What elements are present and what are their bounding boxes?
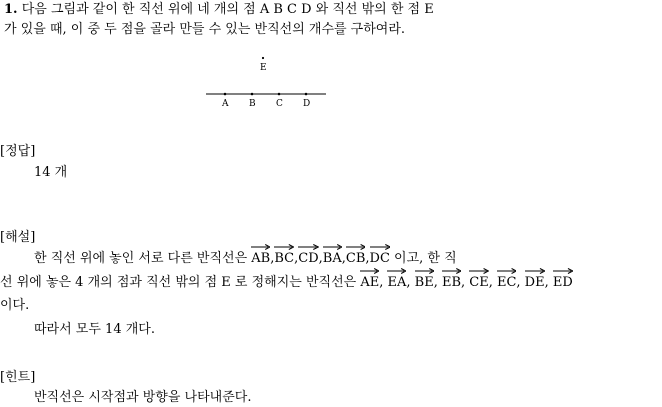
ray-label: EB	[441, 275, 461, 290]
ray-ab	[251, 251, 270, 267]
ray-be	[415, 275, 434, 291]
ray-bc	[274, 251, 294, 267]
ray-arrow-icon	[415, 268, 434, 274]
point-c-label: C	[276, 99, 283, 109]
ray-label: CD	[298, 251, 319, 266]
question-line-2	[4, 22, 405, 38]
ray-label: CB	[345, 251, 366, 266]
ray-label: DC	[369, 251, 390, 266]
ray-dc	[370, 251, 390, 267]
ray-label: CE	[469, 275, 489, 290]
ray-ed	[553, 275, 573, 291]
rays-list-2: AE, EA, BE, EB, CE, EC, DE, ED	[360, 275, 572, 290]
hint-label: [힌트]	[0, 370, 36, 385]
ray-arrow-icon	[469, 268, 488, 274]
explanation-line-3: 이다.	[0, 298, 30, 313]
ray-ea	[387, 275, 406, 291]
ray-arrow-icon	[497, 268, 516, 274]
ray-arrow-icon	[525, 268, 545, 274]
question-text-1: 다음 그림과 같이 한 직선 위에 네 개의 점 A B C D 와 직선 밖의 한 점 E	[21, 2, 434, 17]
ray-arrow-icon	[346, 244, 366, 250]
answer-text: 14 개	[34, 165, 68, 180]
ray-arrow-icon	[323, 244, 342, 250]
ray-cb	[346, 251, 366, 267]
ray-ae	[360, 275, 379, 291]
point-a-dot	[224, 93, 227, 96]
rays-list-1: AB, BC, CD, BA, CB, DC	[251, 251, 390, 266]
ray-eb	[442, 275, 461, 291]
ray-label: BA	[322, 251, 342, 266]
ray-ec	[497, 275, 516, 291]
point-a-label: A	[222, 99, 229, 109]
point-e-label: E	[260, 63, 267, 73]
ray-de	[525, 275, 545, 291]
points-figure	[200, 50, 330, 114]
explanation-text-2: 선 위에 놓은 4 개의 점과 직선 밖의 점 E 로 정해지는 반직선은	[0, 275, 361, 290]
ray-label: EA	[387, 275, 407, 290]
answer-label: [정답]	[0, 144, 36, 159]
figure-drawing	[200, 50, 330, 114]
point-d-dot	[305, 93, 308, 96]
ray-label: BC	[274, 251, 295, 266]
explanation-label: [해설]	[0, 230, 36, 245]
point-b-dot	[251, 93, 254, 96]
ray-arrow-icon	[360, 268, 379, 274]
ray-label: AB	[251, 251, 271, 266]
explanation-text-1-end: 이고, 한 직	[389, 251, 457, 266]
ray-label: DE	[524, 275, 545, 290]
ray-label: ED	[552, 275, 573, 290]
question-line-1	[4, 2, 434, 18]
ray-label: AE	[360, 275, 380, 290]
explanation-line-2	[0, 275, 573, 291]
point-d-label: D	[303, 99, 311, 109]
point-c-dot	[278, 93, 281, 96]
ray-cd	[298, 251, 318, 267]
question-number: 1.	[4, 2, 18, 17]
ray-arrow-icon	[274, 244, 294, 250]
ray-label: EC	[496, 275, 517, 290]
ray-label: BE	[414, 275, 434, 290]
ray-arrow-icon	[553, 268, 573, 274]
ray-arrow-icon	[251, 244, 270, 250]
ray-ba	[323, 251, 342, 267]
explanation-text-1: 한 직선 위에 놓인 서로 다른 반직선은	[34, 251, 252, 266]
hint-text: 반직선은 시작점과 방향을 나타내준다.	[34, 390, 252, 405]
ray-ce	[469, 275, 488, 291]
explanation-line-4: 따라서 모두 14 개다.	[34, 322, 155, 337]
explanation-line-1	[34, 251, 457, 267]
ray-arrow-icon	[442, 268, 461, 274]
ray-arrow-icon	[298, 244, 318, 250]
point-e-dot	[262, 57, 264, 59]
point-b-label: B	[249, 99, 256, 109]
question-text-2: 가 있을 때, 이 중 두 점을 골라 만들 수 있는 반직선의 개수를 구하여라.	[4, 22, 406, 37]
ray-arrow-icon	[387, 268, 406, 274]
ray-arrow-icon	[370, 244, 390, 250]
